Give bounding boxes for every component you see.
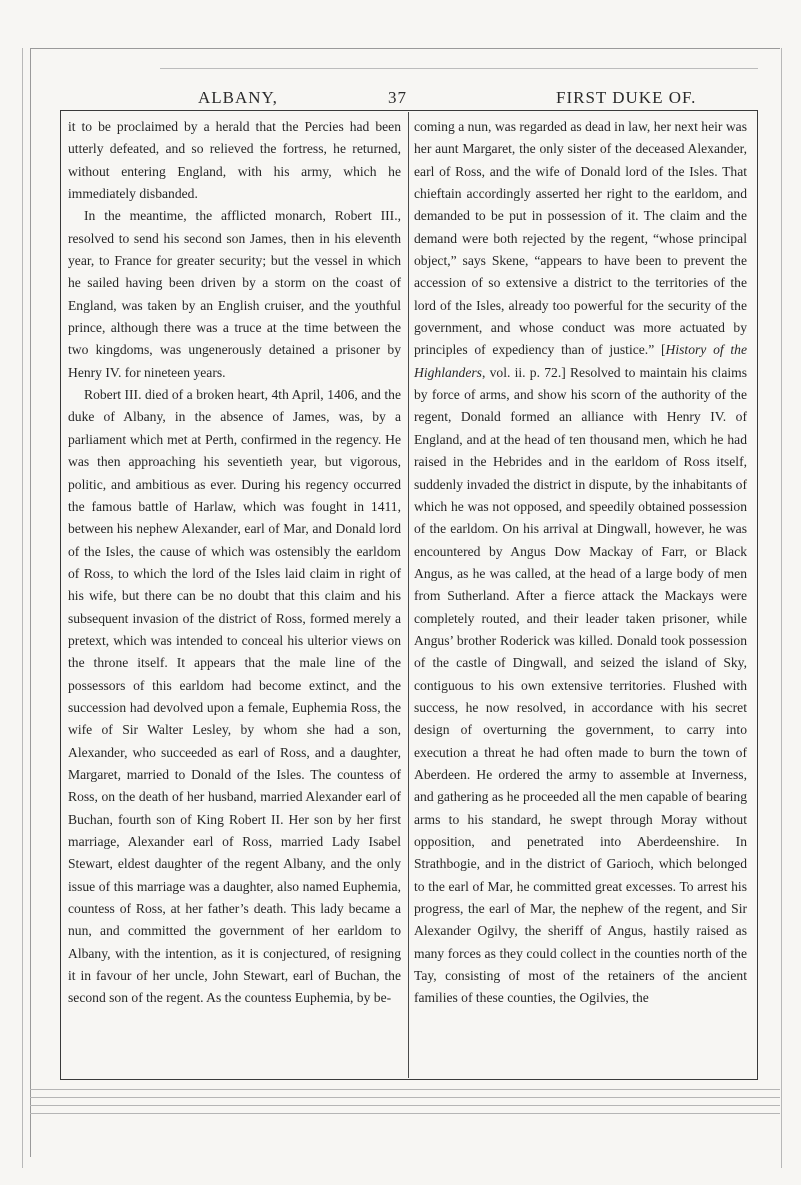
header-right-title: FIRST DUKE OF. [556,88,697,107]
column-divider [408,112,409,1078]
edge-rule-right [781,48,782,1168]
page-number: 37 [388,88,407,107]
right-column [414,116,747,1010]
bottom-rules [30,1083,780,1123]
edge-rule-left [22,48,23,1168]
paragraph: In the meantime, the afflicted monarch, Robert III., resolved to send his second son James, then in his eleventh year, to France for greater security; but the vessel in which he sailed having been driven by a storm on the coast of England, was taken by an English cruiser, and the youthful prince, although there was a truce at the time between the two kingdoms, was ungenerously detained a prisoner by Henry IV. for nineteen years. [68,208,401,380]
cited-title: History of the Highlanders [414,342,748,380]
running-header [60,88,758,112]
paragraph: coming a nun, was regarded as dead in law, her next heir was her aunt Margaret, the only sister of the deceased Alexander, earl of Ross, and the wife of Donald lord of the Isles. That chieftain accordingly asserted her right to the earldom, and demanded to be put in possession of it. The claim and the demand were both rejected by the regent, “whose principal object,” says Skene, “appears to have been to prevent the accession of so extensive a district to the territories of the lord of the Isles, already too powerful for the security of the government, and whose conduct was more actuated by principles of expediency than of justice.” [History of the Highlanders, vol. ii. p. 72.] Resolved to maintain his claims by force of arms, and show his scorn of the authority of the regent, Donald formed an alliance with Henry IV. of England, and at the head of ten thousand men, which he had raised in the Hebrides and in the earldom of Ross itself, suddenly invaded the district in dispute, by the inhabitants of which he was not opposed, and speedily obtained possession of the earldom. On his arrival at Dingwall, however, he was encountered by Angus Dow Mackay of Farr, or Black Angus, as he was called, at the head of a large body of men from Sutherland. After a fierce attack the Mackays were completely routed, and their leader taken prisoner, while Angus’ brother Roderick was killed. Donald took possession of the castle of Dingwall, and seized the island of Sky, contiguous to his own extensive territories. Flushed with success, he now resolved, in accordance with his secret design of overturning the government, to carry into execution a threat he had often made to burn the town of Aberdeen. He ordered the army to assemble at Inverness, and gathering as he proceeded all the men capable of bearing arms to his standard, he swept through Moray without opposition, and penetrated into Aberdeenshire. In Strathbogie, and in the district of Garioch, which belonged to the earl of Mar, he committed great excesses. To arrest his progress, the earl of Mar, the nephew of the regent, and Sir Alexander Ogilvy, the sheriff of Angus, hastily raised as many forces as they could collect in the counties north of the Tay, consisting of most of the retainers of the ancient families of these counties, the Ogilvies, the [414,119,748,1006]
header-left-title: ALBANY, [198,88,278,107]
header-rule [160,68,758,69]
paragraph: Robert III. died of a broken heart, 4th April, 1406, and the duke of Albany, in the absence of James, was, by a parliament which met at Perth, confirmed in the regency. He was then approaching his seventieth year, but vigorous, politic, and ambitious as ever. During his regency occurred the famous battle of Harlaw, which was fought in 1411, between his nephew Alexander, earl of Mar, and Donald lord of the Isles, the cause of which was ostensibly the earldom of Ross, to which the lord of the Isles laid claim in right of his wife, but there can be no doubt that this claim and his subsequent invasion of the district of Ross, formed merely a pretext, which was intended to conceal his ulterior views on the throne itself. It appears that the male line of the possessors of this earldom had become extinct, and the succession had devolved upon a female, Euphemia Ross, the wife of Sir Walter Lesley, by whom she had a son, Alexander, who succeeded as earl of Ross, and a daughter, Margaret, married to Donald of the Isles. The countess of Ross, on the death of her husband, married Alexander earl of Buchan, fourth son of King Robert II. Her son by her first marriage, Alexander earl of Ross, married Lady Isabel Stewart, eldest daughter of the regent Albany, and the only issue of this marriage was a daughter, also named Euphemia, countess of Ross, at her father’s death. This lady became a nun, and committed the government of her earldom to Albany, with the intention, as it is conjectured, of resigning it in favour of her uncle, John Stewart, earl of Buchan, the second son of the regent. As the countess Euphemia, by be- [68,387,401,1006]
paragraph: it to be proclaimed by a herald that the Percies had been utterly defeated, and so relieved the fortress, he returned, without entering England, with his army, which he immediately disbanded. [68,119,401,202]
left-column [68,116,401,1010]
